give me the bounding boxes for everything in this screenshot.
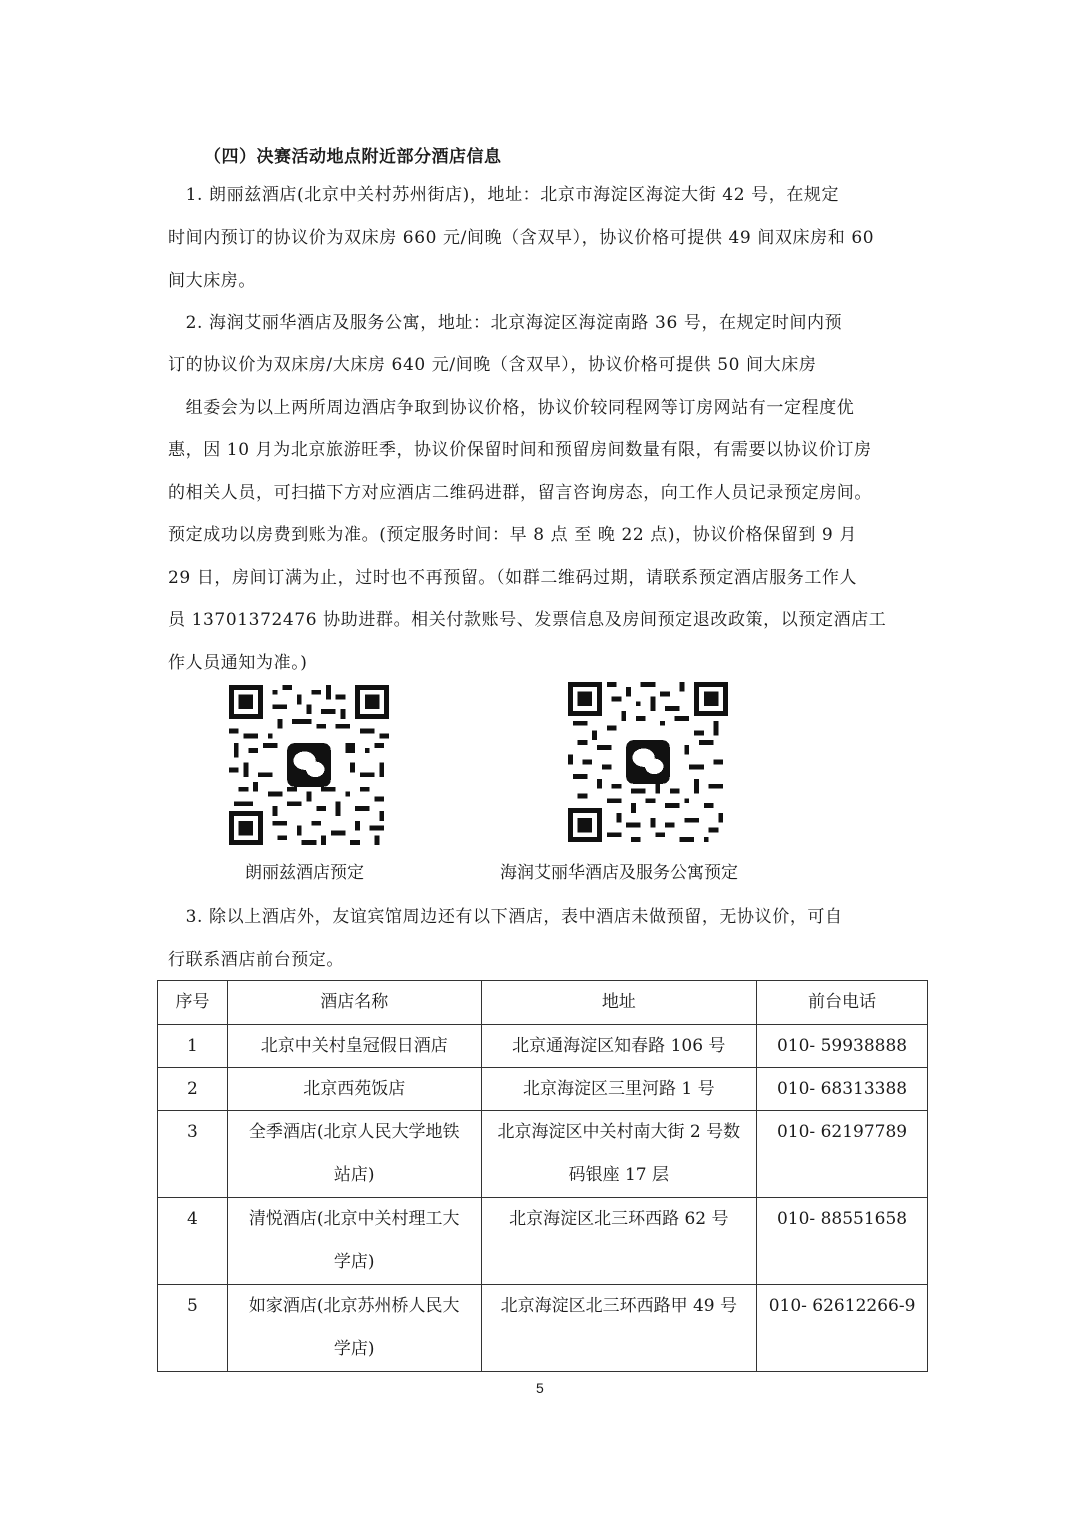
paragraph-line: 1. 朗丽兹酒店(北京中关村苏州街店)，地址：北京市海淀区海淀大街 42 号，在规定 <box>168 185 840 205</box>
paragraph-line: 预定成功以房费到账为准。(预定服务时间：早 8 点 至 晚 22 点)，协议价格保留到 9 月 <box>168 525 857 545</box>
table-row <box>158 1025 928 1068</box>
table-header-row <box>158 981 928 1025</box>
column-header: 序号 <box>158 981 228 1025</box>
row-number: 3 <box>158 1111 228 1198</box>
hotel-address: 北京海淀区北三环西路甲 49 号 <box>481 1285 757 1372</box>
hotel-address: 北京海淀区三里河路 1 号 <box>481 1068 757 1111</box>
row-number: 5 <box>158 1285 228 1372</box>
hotel-name: 北京西苑饭店 <box>227 1068 481 1111</box>
column-header: 地址 <box>481 981 757 1025</box>
hotel-address: 北京海淀区北三环西路 62 号 <box>481 1198 757 1285</box>
page-number: 5 <box>536 1380 544 1396</box>
column-header: 前台电话 <box>757 981 928 1025</box>
table-row <box>158 1285 928 1372</box>
wechat-qr-code-icon[interactable] <box>229 685 389 845</box>
section-heading: （四）决赛活动地点附近部分酒店信息 <box>204 147 502 167</box>
row-number: 1 <box>158 1025 228 1068</box>
paragraph-line: 作人员通知为准。) <box>168 653 308 673</box>
paragraph-line: 员 13701372476 协助进群。相关付款账号、发票信息及房间预定退改政策，以预定酒店工 <box>168 610 887 630</box>
hotel-phone: 010- 68313388 <box>757 1068 928 1111</box>
hotel-phone: 010- 59938888 <box>757 1025 928 1068</box>
qr-caption: 朗丽兹酒店预定 <box>245 863 364 883</box>
hotel-name <box>227 1111 481 1198</box>
hotel-phone: 010- 62197789 <box>757 1111 928 1198</box>
hotel-name <box>227 1285 481 1372</box>
paragraph-line: 3. 除以上酒店外，友谊宾馆周边还有以下酒店，表中酒店未做预留，无协议价，可自 <box>168 907 843 927</box>
paragraph-line: 订的协议价为双床房/大床房 640 元/间晚（含双早），协议价格可提供 50 间大床房 <box>168 355 817 375</box>
hotel-address: 北京通海淀区知春路 106 号 <box>481 1025 757 1068</box>
qr-caption: 海润艾丽华酒店及服务公寓预定 <box>500 863 738 883</box>
column-header: 酒店名称 <box>227 981 481 1025</box>
hotel-address-text: 北京海淀区中关村南大街 2 号数码银座 17 层 <box>497 1122 741 1185</box>
row-number: 2 <box>158 1068 228 1111</box>
paragraph-line: 2. 海润艾丽华酒店及服务公寓，地址：北京海淀区海淀南路 36 号，在规定时间内预 <box>168 313 843 333</box>
hotel-name-text: 清悦酒店(北京中关村理工大学店) <box>248 1209 460 1272</box>
table-row <box>158 1198 928 1285</box>
paragraph-line: 时间内预订的协议价为双床房 660 元/间晚（含双早），协议价格可提供 49 间双床房和 60 <box>168 228 875 248</box>
hotel-name-text: 全季酒店(北京人民大学地铁站店) <box>248 1122 460 1185</box>
wechat-qr-code-icon[interactable] <box>568 682 728 842</box>
hotel-name-text: 如家酒店(北京苏州桥人民大学店) <box>248 1296 460 1359</box>
hotel-name <box>227 1198 481 1285</box>
paragraph-line: 惠，因 10 月为北京旅游旺季，协议价保留时间和预留房间数量有限，有需要以协议价订房 <box>168 440 872 460</box>
paragraph-line: 行联系酒店前台预定。 <box>168 950 344 970</box>
hotel-name: 北京中关村皇冠假日酒店 <box>227 1025 481 1068</box>
hotel-phone: 010- 88551658 <box>757 1198 928 1285</box>
paragraph-line: 的相关人员，可扫描下方对应酒店二维码进群，留言咨询房态，向工作人员记录预定房间。 <box>168 483 872 503</box>
table-row <box>158 1111 928 1198</box>
paragraph-line: 29 日，房间订满为止，过时也不再预留。（如群二维码过期，请联系预定酒店服务工作人 <box>168 568 858 588</box>
hotel-address <box>481 1111 757 1198</box>
hotel-phone: 010- 62612266-9 <box>757 1285 928 1372</box>
hotel-table <box>157 980 928 1372</box>
paragraph-line: 间大床房。 <box>168 271 256 291</box>
table-row <box>158 1068 928 1111</box>
paragraph-line: 组委会为以上两所周边酒店争取到协议价格，协议价较同程网等订房网站有一定程度优 <box>168 398 855 418</box>
row-number: 4 <box>158 1198 228 1285</box>
